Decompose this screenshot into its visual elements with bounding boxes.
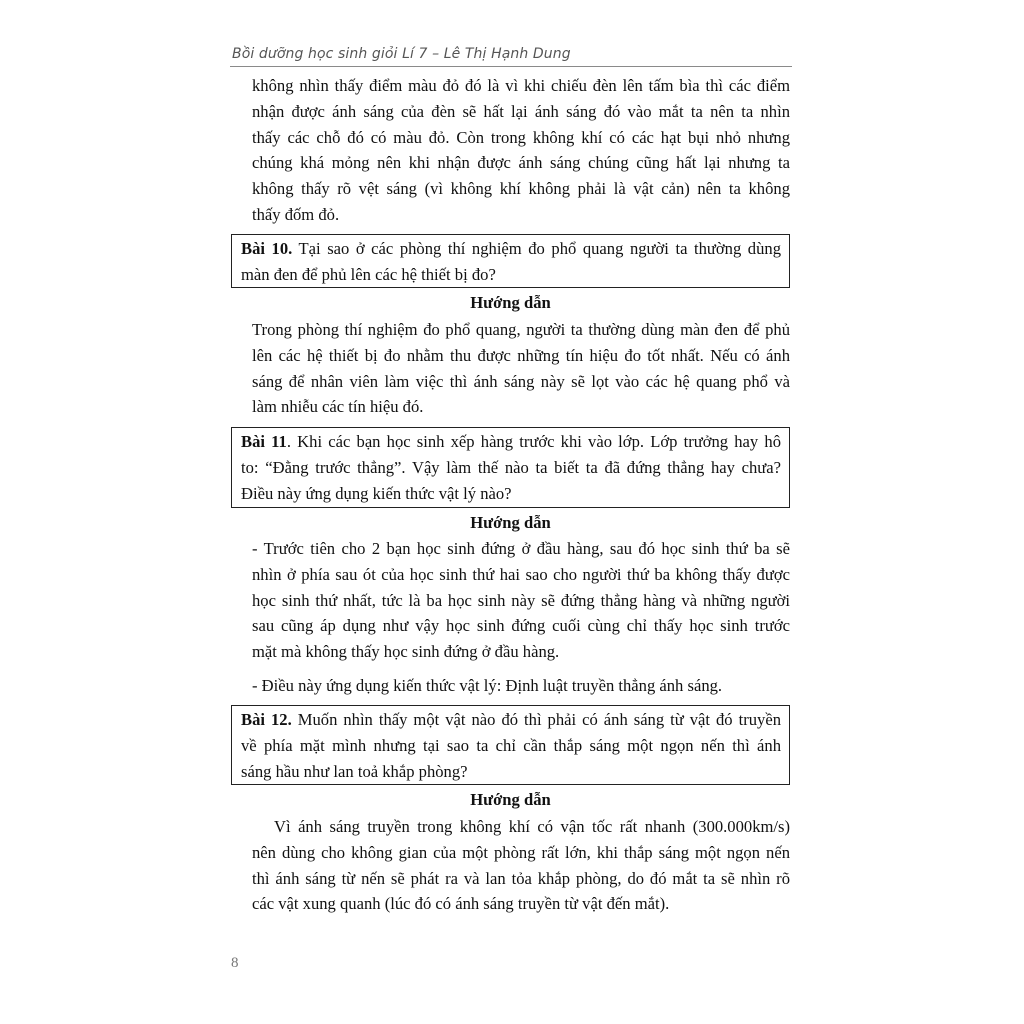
answer-paragraph-10 [252,317,790,420]
question-text: . Khi các bạn học sinh xếp hàng trước khi vào lớp. Lớp trưởng hay hô [286,432,781,451]
question-text: Tại sao ở các phòng thí nghiệm đo phổ quang người ta thường dùng [292,239,781,258]
exercise-label: Bài 12. [241,710,292,729]
text-line: các vật xung quanh (lúc đó có ánh sáng truyền từ vật đến mắt). [252,894,670,914]
answer-paragraph-11 [252,536,790,665]
text-line: thấy đốm đỏ. [252,204,340,224]
text-line: học sinh thứ nhất, tức là ba học sinh này sẽ đứng thẳng hàng và những người [252,590,790,610]
text-line: thấy các chỗ đó có màu đỏ. Còn trong không khí có các hạt bụi nhỏ nhưng [252,127,790,147]
text-line: Trong phòng thí nghiệm đo phổ quang, người ta thường dùng màn đen để phủ [252,320,790,339]
exercise-label: Bài 11 [241,432,287,451]
exercise-label: Bài 10. [241,239,293,258]
text-line: - Trước tiên cho 2 bạn học sinh đứng ở đầu hàng, sau đó học sinh thứ ba sẽ [252,539,790,558]
text-line: sáng để nhân viên làm việc thì ánh sáng này sẽ lọt vào các hệ quang phổ và [252,371,790,391]
text-line: mặt mà không thấy học sinh đứng ở đầu hàng. [252,642,560,662]
guide-heading: Hướng dẫn [470,293,551,312]
answer-paragraph-12 [252,814,790,917]
text-line: chúng khá mỏng nên khi nhận được ánh sáng chúng cũng hất lại nhưng ta [252,153,790,173]
question-text: to: “Đằng trước thẳng”. Vậy làm thế nào ta biết ta đã đứng thẳng hay chưa? [241,457,781,477]
intro-paragraph [252,73,790,228]
text-line: làm nhiễu các tín hiệu đó. [252,397,424,417]
text-line: Vì ánh sáng truyền trong không khí có vận tốc rất nhanh (300.000km/s) [274,817,790,836]
exercise-box-11 [231,427,790,508]
text-line: sau cũng áp dụng như vậy học sinh đứng cuối cùng chỉ thấy học sinh trước [252,616,790,636]
header-rule [230,66,792,67]
text-line: thì ánh sáng từ nến sẽ phát ra và lan tỏa khắp phòng, do đó mắt ta sẽ nhìn rõ [252,868,790,888]
text-line: lên các hệ thiết bị đo nhằm thu được những tín hiệu đo tốt nhất. Nếu có ánh [252,345,790,365]
guide-heading: Hướng dẫn [470,513,551,532]
guide-heading: Hướng dẫn [470,790,551,809]
text-line: - Điều này ứng dụng kiến thức vật lý: Định luật truyền thẳng ánh sáng. [252,676,723,695]
answer-paragraph-11b [252,673,790,699]
running-header: Bồi dưỡng học sinh giỏi Lí 7 – Lê Thị Hạnh Dung [232,46,571,62]
exercise-box-12 [231,705,790,785]
text-line: nhìn ở phía sau ót của học sinh thứ hai sao cho người thứ ba không thấy được [252,564,790,584]
question-text: sáng hầu như lan toả khắp phòng? [241,761,468,781]
text-line: nhận được ánh sáng của đèn sẽ hất lại ánh sáng đó vào mắt ta nên ta nhìn [252,101,790,121]
page-number: 8 [231,955,239,971]
question-text: về phía mặt mình nhưng tại sao ta chỉ cần thắp sáng một ngọn nến thì ánh [241,735,781,755]
text-line: không nhìn thấy điểm màu đỏ đó là vì khi chiếu đèn lên tấm bìa thì các điểm [252,76,790,95]
question-text: Muốn nhìn thấy một vật nào đó thì phải có ánh sáng từ vật đó truyền [291,710,781,729]
question-text: màn đen để phủ lên các hệ thiết bị đo? [241,264,496,284]
question-text: Điều này ứng dụng kiến thức vật lý nào? [241,483,512,503]
text-line: không thấy rõ vệt sáng (vì không khí không phải là vật cản) nên ta không [252,179,790,199]
exercise-box-10 [231,234,790,288]
text-line: nên dùng cho không gian của một phòng rất lớn, khi thắp sáng một ngọn nến [252,842,790,862]
